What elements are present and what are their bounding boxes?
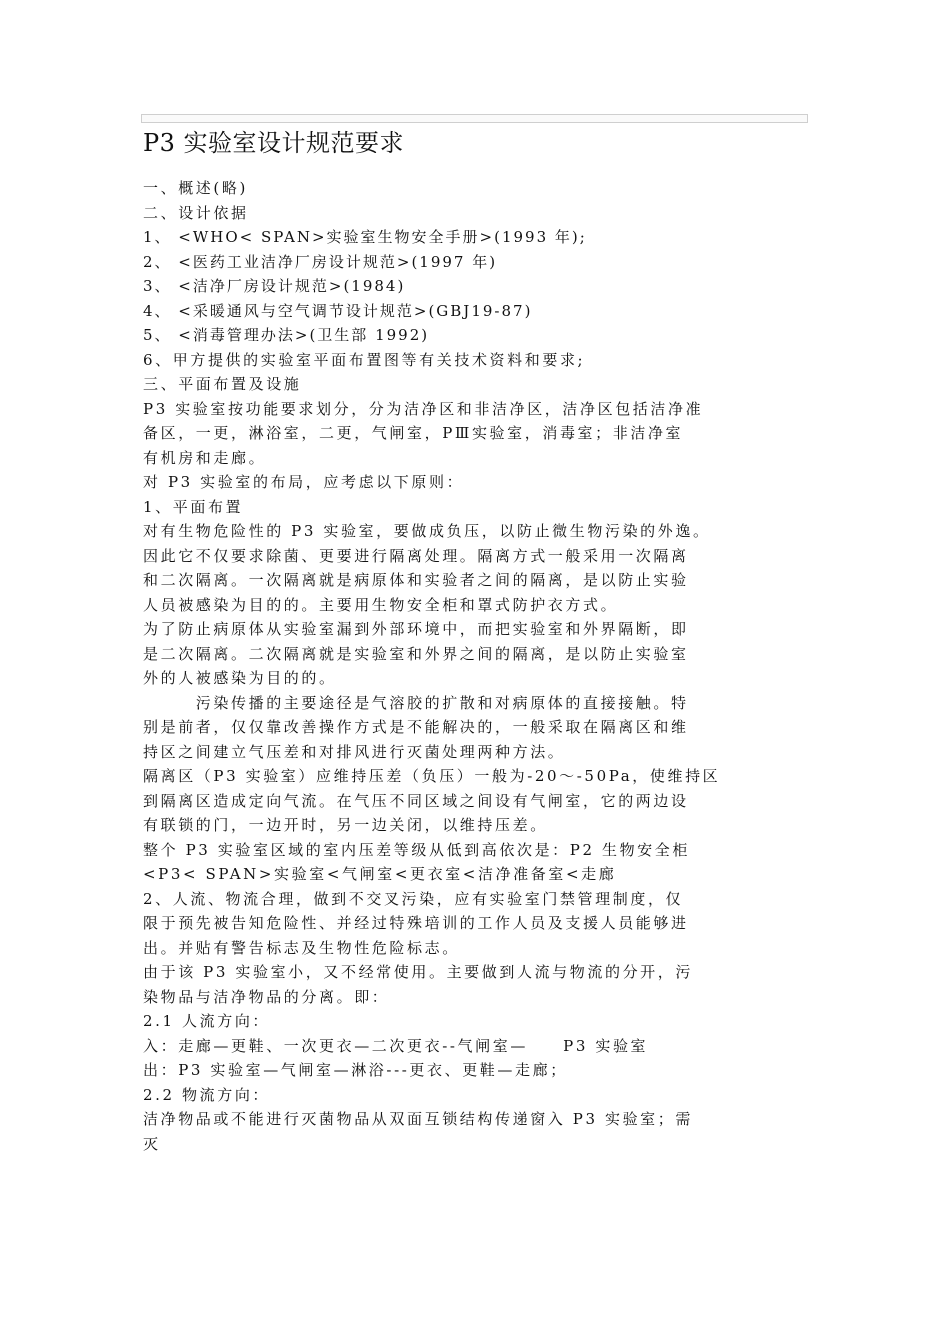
document-title: P3 实验室设计规范要求	[143, 129, 405, 157]
text-line: 出：P3 实验室—气闸室—淋浴---更衣、更鞋—走廊；	[143, 1061, 568, 1079]
text-line: <P3< SPAN>实验室<气闸室<更衣室<洁净准备室<走廊	[143, 865, 617, 883]
text-line: 备区，一更，淋浴室，二更，气闸室，PⅢ实验室，消毒室；非洁净室	[143, 424, 684, 442]
text-line: 到隔离区造成定向气流。在气压不同区域之间设有气闸室，它的两边设	[143, 791, 689, 810]
text-line: 人员被感染为目的的。主要用生物安全柜和罩式防护衣方式。	[143, 595, 619, 614]
text-line: 持区之间建立气压差和对排风进行灭菌处理两种方法。	[143, 742, 566, 761]
text-line: 整个 P3 实验室区域的室内压差等级从低到高依次是：P2 生物安全柜	[143, 840, 690, 859]
text-line: 限于预先被告知危险性、并经过特殊培训的工作人员及支援人员能够进	[143, 914, 689, 932]
text-line: 污染传播的主要途径是气溶胶的扩散和对病原体的直接接触。特	[143, 693, 689, 712]
document-body	[143, 176, 808, 1156]
text-line: 二、设计依据	[143, 203, 249, 222]
text-line: 是二次隔离。二次隔离就是实验室和外界之间的隔离，是以防止实验室	[143, 644, 689, 663]
text-line: 对有生物危险性的 P3 实验室，要做成负压，以防止微生物污染的外逸。	[143, 522, 711, 540]
text-line: 为了防止病原体从实验室漏到外部环境中，而把实验室和外界隔断，即	[143, 620, 689, 638]
text-line: 灭	[143, 1134, 161, 1153]
text-line: 5、 <消毒管理办法>(卫生部 1992)	[143, 326, 430, 344]
text-line: 3、 <洁净厂房设计规范>(1984)	[143, 277, 406, 295]
text-line: 三、平面布置及设施	[143, 375, 302, 393]
text-line: 洁净物品或不能进行灭菌物品从双面互锁结构传递窗入 P3 实验室；需	[143, 1110, 693, 1128]
text-line: 由于该 P3 实验室小，又不经常使用。主要做到人流与物流的分开，污	[143, 963, 693, 981]
page-header-bar	[141, 114, 808, 123]
text-line: 出。并贴有警告标志及生物性危险标志。	[143, 938, 460, 957]
text-line: 有联锁的门，一边开时，另一边关闭，以维持压差。	[143, 816, 548, 834]
text-line: 1、 <WHO< SPAN>实验室生物安全手册>(1993 年);	[143, 228, 587, 246]
text-line: 2.1 人流方向：	[143, 1012, 271, 1030]
text-line: 对 P3 实验室的布局，应考虑以下原则：	[143, 473, 465, 491]
text-line: 入：走廊—更鞋、一次更衣—二次更衣--气闸室— P3 实验室	[143, 1036, 649, 1055]
text-line: 4、 <采暖通风与空气调节设计规范>(GBJ19-87)	[143, 301, 533, 320]
text-line: 染物品与洁净物品的分离。即：	[143, 987, 390, 1006]
text-line: 隔离区（P3 实验室）应维持压差（负压）一般为-20～-50Pa，使维持区	[143, 767, 721, 785]
text-line: 一、概述(略)	[143, 179, 248, 197]
text-line: 有机房和走廊。	[143, 448, 267, 467]
text-line: 和二次隔离。一次隔离就是病原体和实验者之间的隔离，是以防止实验	[143, 571, 689, 589]
text-line: 2、 <医药工业洁净厂房设计规范>(1997 年)	[143, 252, 498, 271]
text-line: 2.2 物流方向：	[143, 1085, 271, 1104]
text-line: 因此它不仅要求除菌、更要进行隔离处理。隔离方式一般采用一次隔离	[143, 546, 689, 565]
text-line: 外的人被感染为目的的。	[143, 669, 337, 687]
text-line: 别是前者，仅仅靠改善操作方式是不能解决的，一般采取在隔离区和维	[143, 718, 689, 736]
text-line: 6、甲方提供的实验室平面布置图等有关技术资料和要求;	[143, 350, 586, 369]
text-line: P3 实验室按功能要求划分，分为洁净区和非洁净区，洁净区包括洁净准	[143, 399, 704, 418]
text-line: 1、平面布置	[143, 497, 244, 516]
text-line: 2、人流、物流合理，做到不交叉污染，应有实验室门禁管理制度，仅	[143, 889, 684, 908]
